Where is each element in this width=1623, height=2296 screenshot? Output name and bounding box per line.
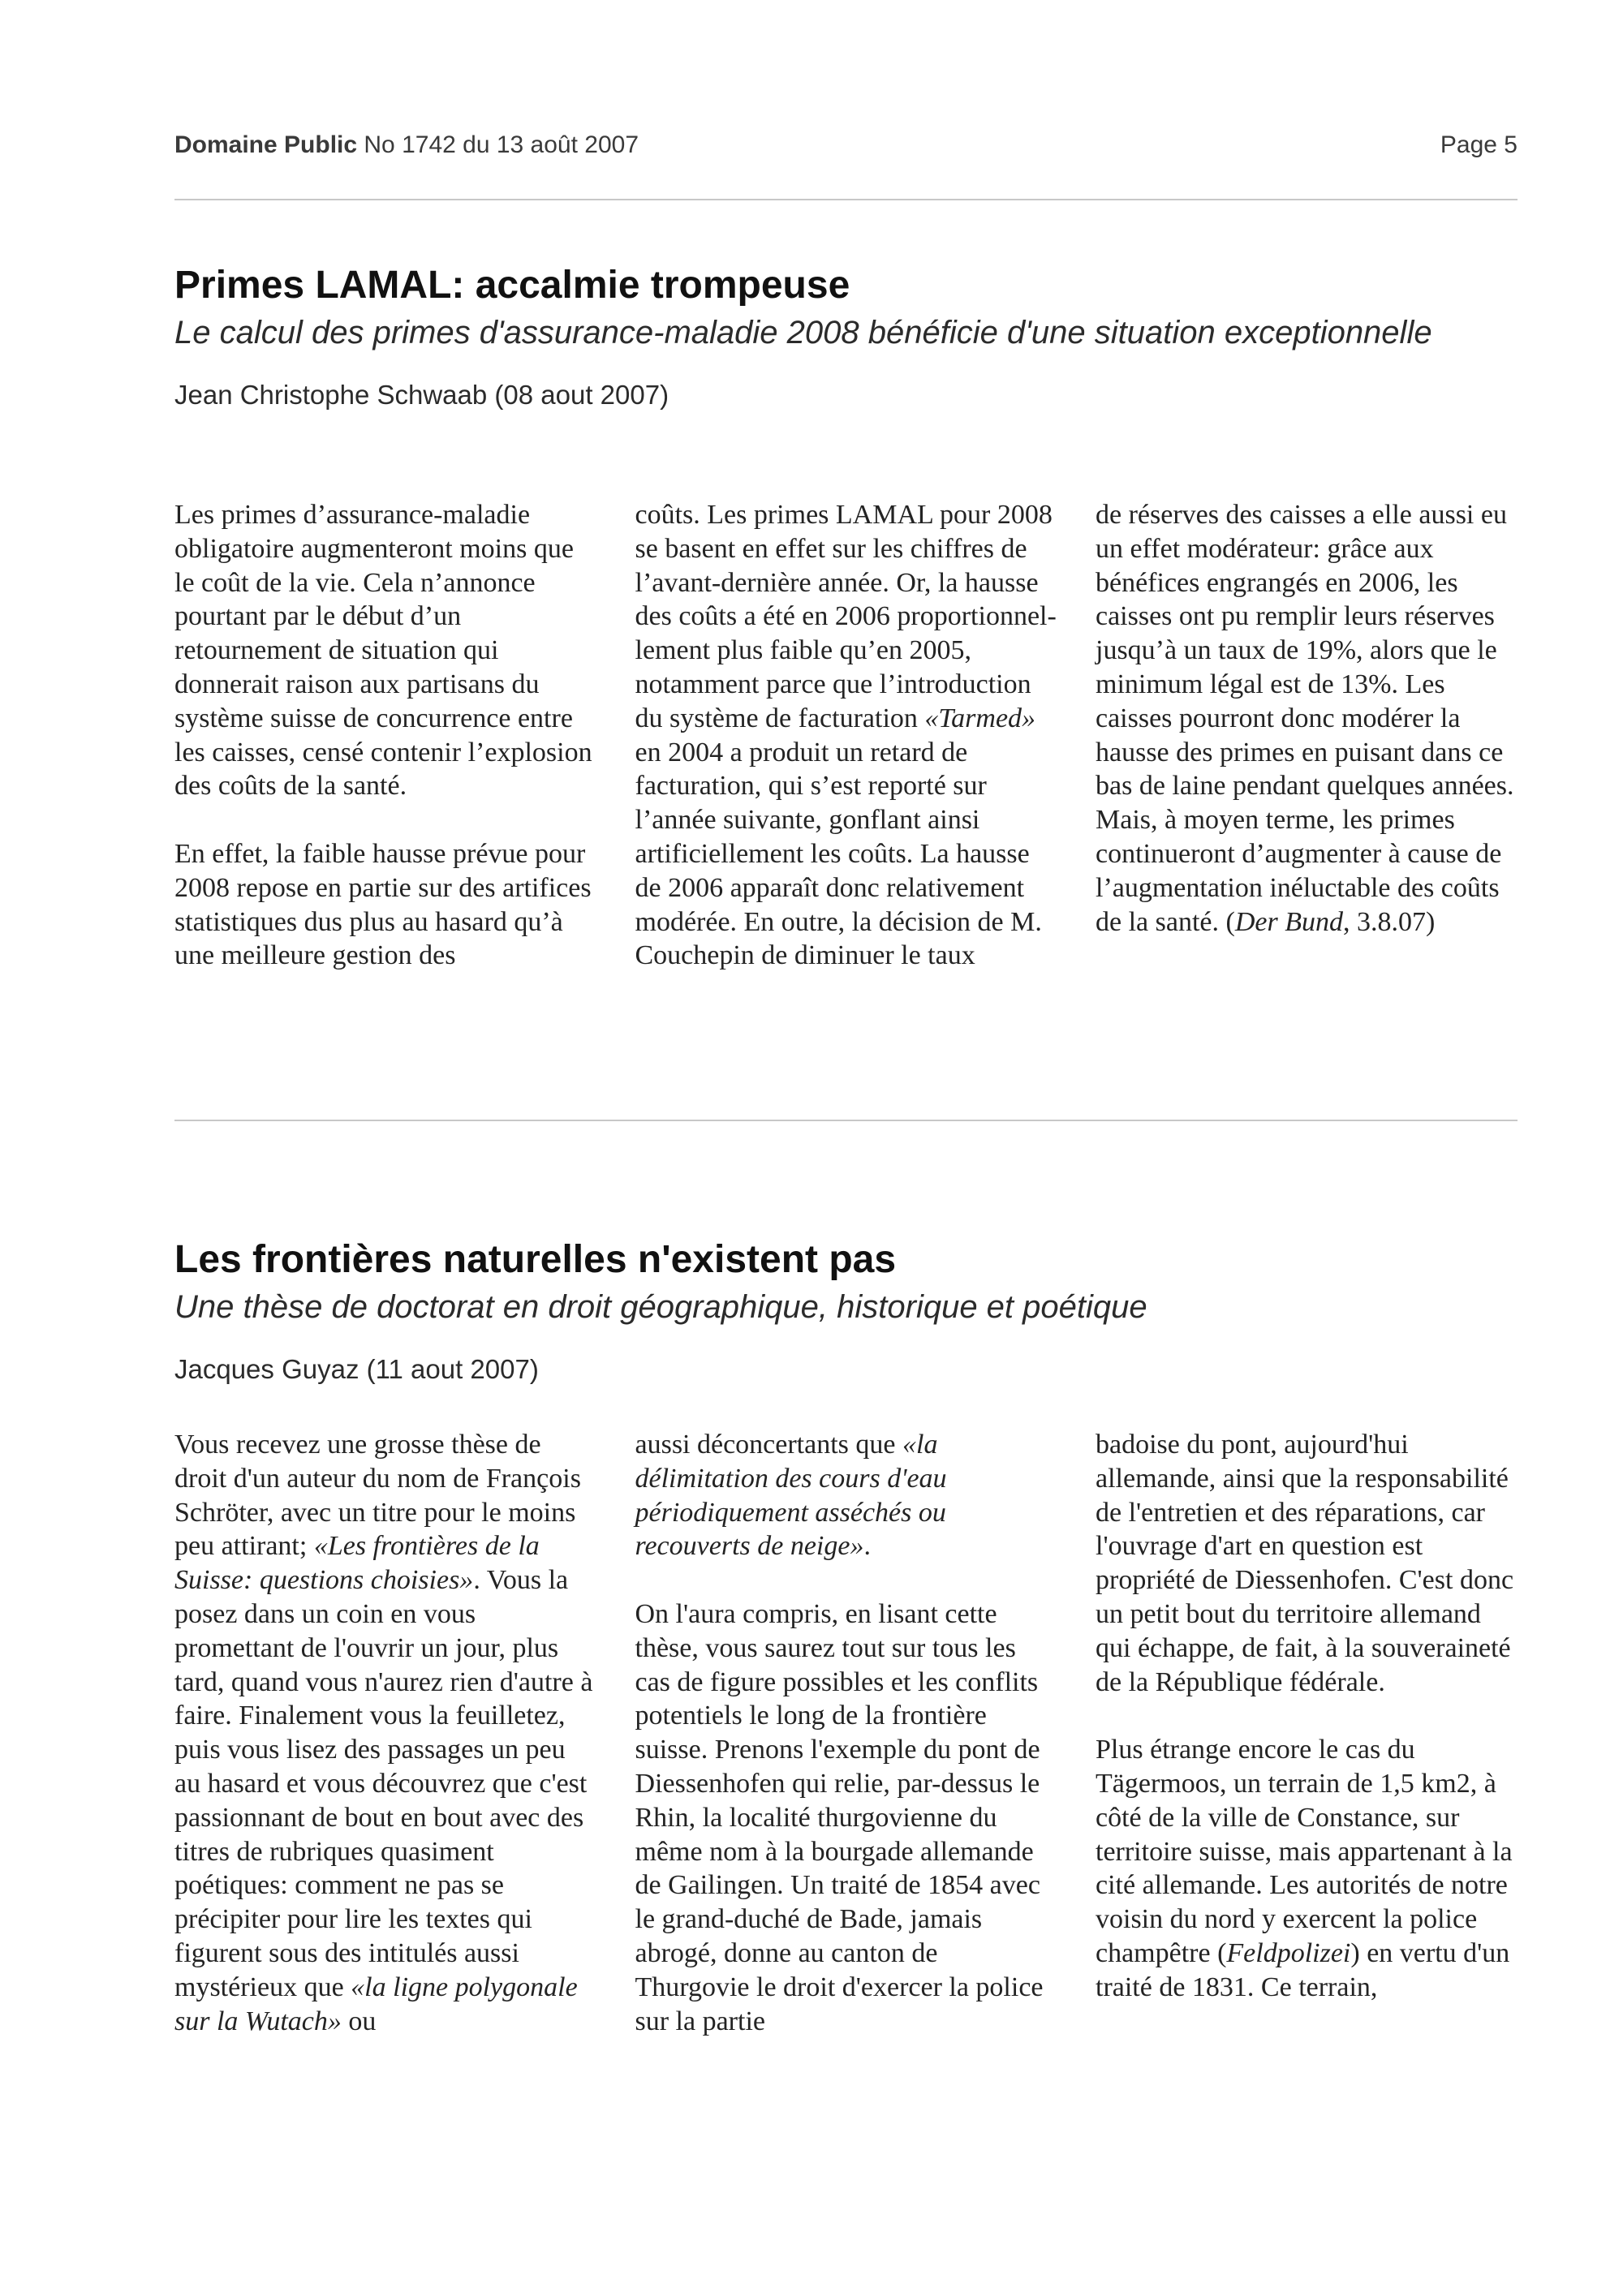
text-column-3 (1096, 498, 1518, 973)
text-column-3 (1096, 1428, 1518, 2038)
italic-source: Der Bund (1234, 906, 1343, 937)
publication-name: Domaine Public (174, 131, 358, 158)
text-column-1 (174, 1428, 596, 2038)
article-author: Jacques Guyaz (11 aout 2007) (174, 1354, 539, 1384)
italic-term: Feldpolizei (1226, 1937, 1351, 1968)
issue-info: No 1742 du 13 août 2007 (364, 131, 639, 158)
header-divider (174, 199, 1518, 200)
paragraph: coûts. Les primes LAMAL pour 2008 se basent en effet sur les chiffres de l’avant-dernière année. Or, la hausse des coûts a été en 2006 proportionnel-lement plus faible qu’en 2005, notamment parce que l’introduction du système de facturation «Tarmed» en 2004 a produit un retard de facturation, qui s’est reporté sur l’année suivante, gonflant ainsi artificiellement les coûts. La hausse de 2006 apparaît donc relativement modérée. En outre, la décision de M. Couchepin de diminuer le taux (635, 500, 1057, 971)
italic-title: «la délimitation des cours d'eau périodiquement asséchés ou recouverts de neige» (635, 1430, 947, 1562)
article-title: Les frontières naturelles n'existent pas (174, 1238, 897, 1281)
paragraph: aussi déconcertants que «la délimitation des cours d'eau périodiquement asséchés ou recouverts de neige». (635, 1430, 947, 1562)
italic-title: «Les frontières de la Suisse: questions choisies» (174, 1531, 540, 1596)
page-header (174, 131, 1518, 167)
paragraph: Les primes d’assurance-maladie obligatoire augmenteront moins que le coût de la vie. Cela n’annonce pourtant par le début d’un retournement de situation qui donnerait raison aux partisans du système suisse de concurrence entre les caisses, censé contenir l’explosion des coûts de la santé. (174, 500, 592, 802)
article-title: Primes LAMAL: accalmie trompeuse (174, 264, 850, 307)
text-column-2 (635, 498, 1057, 973)
paragraph: de réserves des caisses a elle aussi eu un effet modérateur: grâce aux bénéfices engrangés en 2006, les caisses ont pu remplir leurs réserves jusqu’à un taux de 19%, alors que le minimum légal est de 13%. Les caisses pourront donc modérer la hausse des primes en puisant dans ce bas de laine pendant quelques années. Mais, à moyen terme, les primes continueront d’augmenter à cause de l’augmentation inéluctable des coûts de la santé. (Der Bund, 3.8.07) (1096, 500, 1514, 937)
paragraph: On l'aura compris, en lisant cette thèse, vous saurez tout sur tous les cas de figure possibles et les conflits potentiels le long de la frontière suisse. Prenons l'exemple du pont de Diessenhofen qui relie, par-dessus le Rhin, la localité thurgovienne du même nom à la bourgade allemande de Gailingen. Un traité de 1854 avec le grand-duché de Bade, jamais abrogé, donne au canton de Thurgovie le droit d'exercer la police sur la partie (635, 1598, 1044, 2036)
article-body (174, 498, 1518, 973)
article-frontieres (174, 1236, 1518, 2036)
article-primes-lamal (174, 261, 1518, 971)
page-number: Page 5 (1440, 131, 1518, 158)
article-divider (174, 1120, 1518, 1121)
paragraph: Vous recevez une grosse thèse de droit d'un auteur du nom de François Schröter, avec un titre pour le moins peu attirant; «Les frontières de la Suisse: questions choisies». Vous la posez dans un coin en vous promettant de l'ouvrir un jour, plus tard, quand vous n'aurez rien d'autre à faire. Finalement vous la feuilletez, puis vous lisez des passages un peu au hasard et vous découvrez que c'est passionnant de bout en bout avec des titres de rubriques quasiment poétiques: comment ne pas se précipiter pour lire les textes qui figurent sous des intitulés aussi mystérieux que «la ligne polygonale sur la Wutach» ou (174, 1430, 593, 2036)
text-column-2 (635, 1428, 1057, 2038)
italic-term: «Tarmed» (924, 703, 1036, 733)
article-subtitle: Une thèse de doctorat en droit géographique, historique et poétique (174, 1289, 1147, 1325)
article-subtitle: Le calcul des primes d'assurance-maladie 2008 bénéficie d'une situation exceptionnelle (174, 315, 1432, 350)
italic-title: «la ligne polygonale sur la Wutach» (174, 1971, 578, 2036)
paragraph: badoise du pont, aujourd'hui allemande, ainsi que la responsabilité de l'entretien et des réparations, car l'ouvrage d'art en question est propriété de Diessenhofen. C'est donc un petit bout du territoire allemand qui échappe, de fait, à la souveraineté de la République fédérale. (1096, 1430, 1514, 1697)
article-body (174, 1428, 1518, 2038)
paragraph: En effet, la faible hausse prévue pour 2008 repose en partie sur des artifices statistiques dus plus au hasard qu’à une meilleure gestion des (174, 838, 592, 971)
paragraph: Plus étrange encore le cas du Tägermoos, un terrain de 1,5 km2, à côté de la ville de Constance, sur territoire suisse, mais appartenant à la cité allemande. Les autorités de notre voisin du nord y exercent la police champêtre (Feldpolizei) en vertu d'un traité de 1831. Ce terrain, (1096, 1735, 1513, 2002)
text-column-1 (174, 498, 596, 973)
article-author: Jean Christophe Schwaab (08 aout 2007) (174, 380, 669, 410)
